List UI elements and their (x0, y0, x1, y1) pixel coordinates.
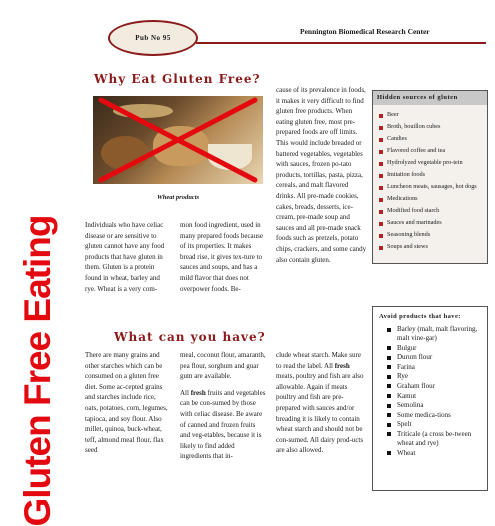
list-item: Bulgur (397, 344, 487, 353)
avoid-products-box (372, 306, 488, 491)
section-heading-why: Why Eat Gluten Free? (94, 72, 261, 86)
paragraph: meal, coconut flour, amaranth, pea flour, sorghum and guar gum are available. (180, 351, 266, 381)
avoid-products-list (373, 325, 487, 458)
list-item: Seasoning blends (387, 231, 487, 239)
emphasis-fresh: fresh (334, 361, 350, 370)
list-item: Sauces and marinades (387, 219, 487, 227)
list-item: Flavored coffee and tea (387, 147, 487, 155)
list-item: Luncheon meats, sausages, hot dogs (387, 183, 487, 191)
paragraph (276, 350, 368, 456)
hidden-sources-title: Hidden sources of gluten (373, 91, 487, 105)
image-caption: Wheat products (156, 194, 200, 201)
body-column-6 (276, 350, 368, 462)
list-item: Candies (387, 135, 487, 143)
list-item: Imitation foods (387, 171, 487, 179)
cross-out-icon (93, 96, 263, 184)
body-column-1 (85, 220, 170, 300)
list-item: Wheat (397, 449, 487, 458)
header-rule (196, 42, 486, 44)
list-item: Graham flour (397, 382, 487, 391)
vertical-title: Gluten Free Eating (17, 215, 58, 526)
paragraph: There are many grains and other starches which can be consumed on a gluten free diet. Some ac-cepted grains and starches include rice, oats, potatoes, corn, legumes, tapioca, and soy flour. Also millet, quinoa, buck-wheat, teff, almond meal flour, flax seed (85, 351, 168, 455)
section-heading-what: What can you have? (114, 330, 266, 344)
list-item: Durum flour (397, 353, 487, 362)
paragraph (180, 388, 266, 462)
list-item: Hydrolyzed vegetable pro-tein (387, 159, 487, 167)
list-item: Broth, bouillon cubes (387, 123, 487, 131)
list-item: Barley (malt, malt flavoring, malt vine-gar) (397, 325, 487, 343)
paragraph: cause of its prevalence in foods, it makes it very difficult to find gluten free products. When eating gluten free, most pre-prepared foods are off limits. This would include breaded or battered vegetables, vegetables with sauces, frozen po-tato products, tortillas, pasta, pizza, cereals, and malt flavored drinks. All pre-made cookies, cakes, breads, desserts, ice-cream, pre-made soup and sauces and all pre-made snack foods such as pretzels, potato chips, crackers, and some candy also contain gluten. (276, 86, 367, 264)
list-item: Triticale (a cross be-tween wheat and rye) (397, 430, 487, 448)
text-run: clude wheat starch. Make sure to read the label. All (276, 351, 361, 370)
avoid-products-title: Avoid products that have: (379, 313, 461, 320)
text-run: All (180, 388, 191, 397)
list-item: Modified food starch (387, 207, 487, 215)
body-column-5 (180, 350, 266, 468)
text-run: fruits and vegetables can be con-sumed by those with celiac disease. Be aware of canned and frozen fruits and veg-etables, because it is likely to find added ingredients that in- (180, 388, 266, 461)
list-item: Medications (387, 195, 487, 203)
list-item: Kamut (397, 392, 487, 401)
list-item: Soups and stews (387, 243, 487, 251)
hidden-sources-list (373, 111, 487, 251)
list-item: Some medica-tions (397, 411, 487, 420)
list-item: Rye (397, 372, 487, 381)
center-name: Pennington Biomedical Research Center (300, 27, 430, 36)
list-item: Spelt (397, 420, 487, 429)
wheat-products-photo (93, 96, 263, 184)
list-item: Semolina (397, 401, 487, 410)
body-column-3 (276, 85, 368, 271)
list-item: Farina (397, 363, 487, 372)
body-column-2 (180, 220, 266, 300)
emphasis-fresh: fresh (190, 388, 206, 397)
hidden-sources-box (372, 90, 488, 264)
list-item: Beer (387, 111, 487, 119)
body-column-4 (85, 350, 170, 462)
paragraph: Individuals who have celiac disease or are sensitive to gluten cannot have any food products that have gluten in them. Gluten is a protein found in wheat, barley and rye. Wheat is a very com- (85, 221, 165, 293)
text-run: meats, poultry and fish are also allowable. Again if meats poultry and fish are pre-prepared with sauces and/or breading it is likely to contain wheat starch and should not be con-sumed. All dairy prod-ucts are also allowed. (276, 372, 364, 455)
pub-number-label: Pub No 95 (135, 34, 171, 42)
paragraph: mon food ingredient, used in many prepared foods because of its properties. It makes bread rise, it gives tex-ture to sauces and soups, and has a mild flavor that does not overpower foods. Be- (180, 221, 263, 293)
pub-number-badge (108, 20, 198, 56)
